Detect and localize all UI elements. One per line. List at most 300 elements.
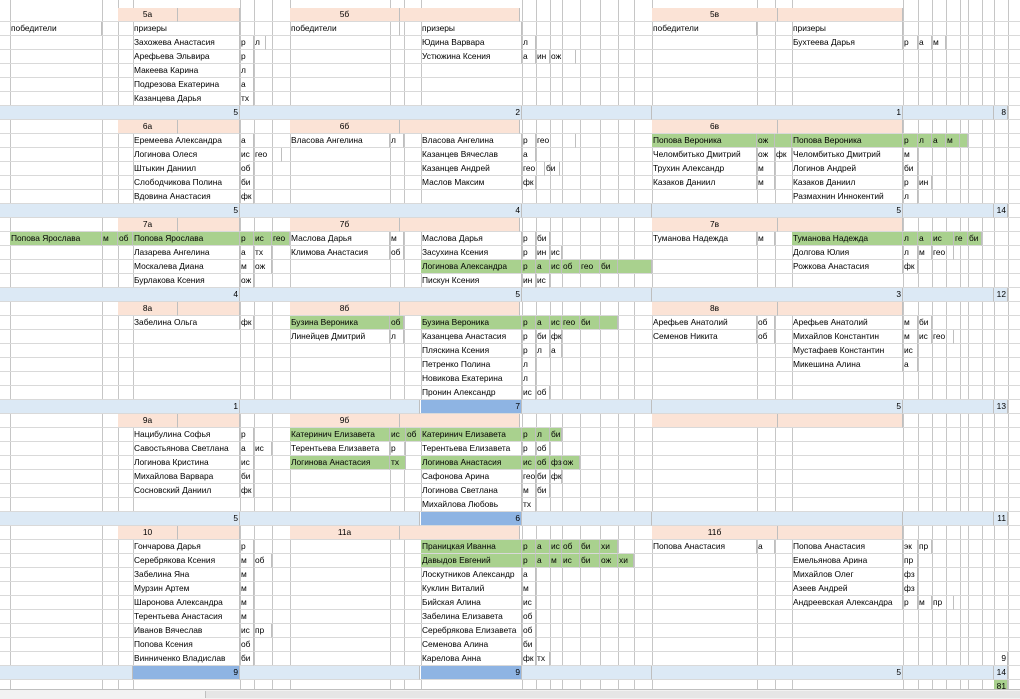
cell[interactable] bbox=[903, 190, 918, 204]
cell[interactable] bbox=[118, 120, 178, 134]
cell-empty[interactable] bbox=[903, 106, 994, 120]
cell[interactable] bbox=[133, 134, 240, 148]
cell[interactable] bbox=[522, 36, 536, 50]
cell[interactable] bbox=[792, 540, 903, 554]
cell[interactable] bbox=[133, 148, 240, 162]
cell-empty[interactable] bbox=[178, 218, 240, 232]
cell[interactable] bbox=[133, 442, 240, 456]
cell[interactable] bbox=[421, 666, 522, 680]
cell[interactable] bbox=[522, 232, 536, 246]
cell[interactable] bbox=[550, 554, 562, 568]
cell[interactable] bbox=[133, 666, 240, 680]
cell[interactable] bbox=[240, 92, 254, 106]
cell[interactable] bbox=[421, 456, 522, 470]
cell[interactable] bbox=[618, 554, 634, 568]
cell-empty[interactable] bbox=[903, 288, 994, 302]
cell[interactable] bbox=[133, 582, 240, 596]
cell[interactable] bbox=[102, 232, 118, 246]
cell[interactable] bbox=[792, 330, 903, 344]
cell[interactable] bbox=[522, 134, 536, 148]
cell[interactable] bbox=[290, 8, 400, 22]
cell[interactable] bbox=[550, 428, 562, 442]
cell[interactable] bbox=[118, 218, 178, 232]
cell[interactable] bbox=[903, 134, 918, 148]
cell[interactable] bbox=[918, 330, 932, 344]
cell[interactable] bbox=[421, 134, 522, 148]
cell-empty[interactable] bbox=[400, 120, 520, 134]
cell[interactable] bbox=[0, 106, 240, 120]
cell[interactable] bbox=[522, 624, 536, 638]
cell[interactable] bbox=[522, 344, 536, 358]
cell[interactable] bbox=[522, 246, 536, 260]
cell[interactable] bbox=[792, 36, 903, 50]
cell[interactable] bbox=[918, 596, 932, 610]
cell-empty[interactable] bbox=[903, 512, 994, 526]
cell[interactable] bbox=[932, 232, 954, 246]
cell[interactable] bbox=[118, 526, 178, 540]
cell[interactable] bbox=[903, 330, 918, 344]
cell[interactable] bbox=[522, 456, 536, 470]
cell[interactable] bbox=[240, 148, 254, 162]
cell[interactable] bbox=[522, 148, 536, 162]
cell[interactable] bbox=[580, 316, 600, 330]
cell[interactable] bbox=[522, 540, 536, 554]
cell[interactable] bbox=[536, 330, 550, 344]
cell[interactable] bbox=[421, 554, 522, 568]
cell[interactable] bbox=[290, 330, 390, 344]
cell[interactable] bbox=[932, 246, 954, 260]
cell[interactable] bbox=[240, 36, 254, 50]
cell[interactable] bbox=[133, 64, 240, 78]
cell[interactable] bbox=[290, 22, 400, 36]
cell[interactable] bbox=[421, 358, 522, 372]
cell[interactable] bbox=[522, 330, 536, 344]
cell[interactable] bbox=[133, 568, 240, 582]
cell[interactable] bbox=[290, 232, 390, 246]
cell[interactable] bbox=[240, 456, 254, 470]
cell[interactable] bbox=[757, 176, 775, 190]
cell[interactable] bbox=[994, 652, 1008, 666]
cell[interactable] bbox=[918, 232, 932, 246]
cell[interactable] bbox=[522, 372, 536, 386]
cell-empty[interactable] bbox=[778, 218, 903, 232]
cell[interactable] bbox=[421, 372, 522, 386]
cell[interactable] bbox=[290, 120, 400, 134]
cell[interactable] bbox=[792, 260, 903, 274]
cell[interactable] bbox=[757, 134, 775, 148]
cell[interactable] bbox=[421, 246, 522, 260]
cell[interactable] bbox=[421, 232, 522, 246]
cell[interactable] bbox=[652, 302, 778, 316]
cell[interactable] bbox=[254, 554, 272, 568]
cell[interactable] bbox=[290, 246, 390, 260]
cell[interactable] bbox=[240, 610, 254, 624]
cell[interactable] bbox=[240, 554, 254, 568]
cell[interactable] bbox=[918, 176, 932, 190]
cell[interactable] bbox=[421, 344, 522, 358]
cell[interactable] bbox=[133, 652, 240, 666]
cell[interactable] bbox=[240, 162, 254, 176]
cell[interactable] bbox=[240, 64, 254, 78]
cell-empty[interactable] bbox=[652, 414, 778, 428]
cell[interactable] bbox=[903, 596, 918, 610]
cell[interactable] bbox=[240, 78, 254, 92]
cell[interactable] bbox=[918, 246, 932, 260]
cell[interactable] bbox=[536, 316, 550, 330]
cell[interactable] bbox=[390, 232, 404, 246]
cell[interactable] bbox=[133, 316, 240, 330]
cell[interactable] bbox=[994, 106, 1008, 120]
cell[interactable] bbox=[0, 400, 240, 414]
cell[interactable] bbox=[903, 540, 918, 554]
cell-empty[interactable] bbox=[522, 512, 652, 526]
cell[interactable] bbox=[240, 442, 254, 456]
cell[interactable] bbox=[240, 638, 254, 652]
cell[interactable] bbox=[421, 498, 522, 512]
cell[interactable] bbox=[545, 162, 560, 176]
cell-empty[interactable] bbox=[778, 302, 903, 316]
cell[interactable] bbox=[133, 638, 240, 652]
cell[interactable] bbox=[903, 36, 918, 50]
cell[interactable] bbox=[133, 246, 240, 260]
cell[interactable] bbox=[652, 204, 903, 218]
cell[interactable] bbox=[968, 232, 982, 246]
cell[interactable] bbox=[536, 554, 550, 568]
cell[interactable] bbox=[133, 22, 240, 36]
cell[interactable] bbox=[522, 638, 536, 652]
cell[interactable] bbox=[522, 582, 536, 596]
cell[interactable] bbox=[0, 512, 240, 526]
cell-empty[interactable] bbox=[903, 666, 994, 680]
cell[interactable] bbox=[421, 36, 522, 50]
cell[interactable] bbox=[406, 428, 421, 442]
cell-empty[interactable] bbox=[240, 666, 420, 680]
cell[interactable] bbox=[652, 176, 757, 190]
cell[interactable] bbox=[290, 288, 522, 302]
cell-empty[interactable] bbox=[960, 134, 968, 148]
cell[interactable] bbox=[133, 162, 240, 176]
cell[interactable] bbox=[600, 260, 618, 274]
cell[interactable] bbox=[421, 50, 522, 64]
cell[interactable] bbox=[792, 176, 903, 190]
cell[interactable] bbox=[240, 246, 254, 260]
cell[interactable] bbox=[903, 316, 918, 330]
cell[interactable] bbox=[421, 442, 522, 456]
cell-empty[interactable] bbox=[178, 526, 240, 540]
cell[interactable] bbox=[903, 162, 918, 176]
cell[interactable] bbox=[240, 232, 254, 246]
cell[interactable] bbox=[254, 148, 282, 162]
cell[interactable] bbox=[652, 8, 778, 22]
cell[interactable] bbox=[290, 316, 390, 330]
cell[interactable] bbox=[133, 232, 240, 246]
cell[interactable] bbox=[254, 232, 272, 246]
cell-empty[interactable] bbox=[240, 400, 420, 414]
cell[interactable] bbox=[421, 624, 522, 638]
cell[interactable] bbox=[390, 330, 404, 344]
cell[interactable] bbox=[652, 148, 757, 162]
cell[interactable] bbox=[903, 344, 918, 358]
cell[interactable] bbox=[522, 358, 536, 372]
cell[interactable] bbox=[792, 22, 903, 36]
cell[interactable] bbox=[133, 624, 240, 638]
cell[interactable] bbox=[903, 232, 918, 246]
cell[interactable] bbox=[536, 134, 576, 148]
cell[interactable] bbox=[903, 582, 918, 596]
cell-empty[interactable] bbox=[400, 218, 520, 232]
cell[interactable] bbox=[652, 400, 903, 414]
cell[interactable] bbox=[133, 428, 240, 442]
cell[interactable] bbox=[562, 260, 580, 274]
cell[interactable] bbox=[421, 400, 522, 414]
cell[interactable] bbox=[0, 204, 240, 218]
cell[interactable] bbox=[536, 456, 550, 470]
cell-empty[interactable] bbox=[400, 526, 520, 540]
cell[interactable] bbox=[421, 22, 522, 36]
cell[interactable] bbox=[994, 204, 1008, 218]
cell[interactable] bbox=[240, 596, 254, 610]
cell[interactable] bbox=[903, 148, 918, 162]
cell[interactable] bbox=[390, 134, 404, 148]
cell[interactable] bbox=[550, 316, 562, 330]
cell[interactable] bbox=[421, 638, 522, 652]
cell[interactable] bbox=[903, 554, 918, 568]
cell[interactable] bbox=[133, 610, 240, 624]
cell[interactable] bbox=[946, 134, 960, 148]
cell[interactable] bbox=[421, 162, 522, 176]
cell[interactable] bbox=[522, 596, 536, 610]
cell[interactable] bbox=[994, 512, 1008, 526]
cell[interactable] bbox=[918, 316, 932, 330]
cell[interactable] bbox=[932, 330, 954, 344]
cell[interactable] bbox=[580, 260, 600, 274]
cell[interactable] bbox=[390, 316, 404, 330]
cell[interactable] bbox=[652, 316, 757, 330]
cell[interactable] bbox=[522, 386, 536, 400]
cell[interactable] bbox=[254, 442, 272, 456]
cell[interactable] bbox=[600, 540, 618, 554]
cell[interactable] bbox=[792, 596, 903, 610]
cell[interactable] bbox=[240, 624, 254, 638]
cell[interactable] bbox=[536, 50, 550, 64]
cell[interactable] bbox=[421, 330, 522, 344]
cell[interactable] bbox=[133, 470, 240, 484]
cell[interactable] bbox=[652, 162, 757, 176]
cell[interactable] bbox=[421, 148, 522, 162]
cell[interactable] bbox=[240, 260, 254, 274]
cell[interactable] bbox=[757, 330, 775, 344]
cell[interactable] bbox=[421, 428, 522, 442]
cell[interactable] bbox=[133, 260, 240, 274]
cell[interactable] bbox=[903, 176, 918, 190]
cell[interactable] bbox=[652, 120, 778, 134]
cell[interactable] bbox=[536, 260, 550, 274]
cell[interactable] bbox=[522, 484, 536, 498]
cell[interactable] bbox=[792, 316, 903, 330]
cell[interactable] bbox=[536, 344, 550, 358]
cell[interactable] bbox=[240, 274, 254, 288]
cell[interactable] bbox=[290, 106, 522, 120]
cell[interactable] bbox=[522, 260, 536, 274]
cell[interactable] bbox=[240, 652, 254, 666]
cell-empty[interactable] bbox=[240, 512, 420, 526]
cell[interactable] bbox=[792, 232, 903, 246]
cell[interactable] bbox=[792, 190, 903, 204]
cell[interactable] bbox=[918, 134, 932, 148]
cell[interactable] bbox=[240, 176, 254, 190]
cell[interactable] bbox=[421, 484, 522, 498]
cell[interactable] bbox=[10, 22, 102, 36]
cell[interactable] bbox=[600, 554, 618, 568]
cell[interactable] bbox=[536, 442, 550, 456]
cell-empty[interactable] bbox=[778, 414, 903, 428]
cell[interactable] bbox=[240, 50, 254, 64]
cell[interactable] bbox=[118, 8, 178, 22]
cell-empty[interactable] bbox=[522, 204, 652, 218]
cell[interactable] bbox=[994, 666, 1008, 680]
cell[interactable] bbox=[290, 526, 400, 540]
cell-empty[interactable] bbox=[400, 414, 520, 428]
cell[interactable] bbox=[757, 232, 775, 246]
cell[interactable] bbox=[932, 596, 954, 610]
cell[interactable] bbox=[652, 330, 757, 344]
cell[interactable] bbox=[390, 442, 406, 456]
cell[interactable] bbox=[562, 554, 580, 568]
cell[interactable] bbox=[550, 50, 576, 64]
cell-empty[interactable] bbox=[522, 666, 652, 680]
cell[interactable] bbox=[550, 246, 562, 260]
cell[interactable] bbox=[522, 274, 536, 288]
cell[interactable] bbox=[550, 540, 562, 554]
cell[interactable] bbox=[994, 400, 1008, 414]
cell[interactable] bbox=[421, 540, 522, 554]
cell[interactable] bbox=[118, 232, 133, 246]
cell[interactable] bbox=[133, 554, 240, 568]
cell[interactable] bbox=[536, 428, 550, 442]
cell[interactable] bbox=[757, 148, 775, 162]
cell[interactable] bbox=[240, 190, 254, 204]
cell[interactable] bbox=[133, 92, 240, 106]
cell[interactable] bbox=[290, 204, 522, 218]
cell[interactable] bbox=[522, 652, 536, 666]
cell[interactable] bbox=[522, 498, 536, 512]
cell[interactable] bbox=[421, 260, 522, 274]
cell[interactable] bbox=[133, 36, 240, 50]
cell[interactable] bbox=[918, 540, 932, 554]
cell[interactable] bbox=[652, 106, 903, 120]
cell[interactable] bbox=[536, 246, 550, 260]
cell[interactable] bbox=[792, 162, 903, 176]
scrollbar-thumb[interactable] bbox=[205, 691, 1020, 698]
cell[interactable] bbox=[792, 568, 903, 582]
cell-empty[interactable] bbox=[400, 302, 520, 316]
cell[interactable] bbox=[240, 316, 254, 330]
cell[interactable] bbox=[903, 568, 918, 582]
cell[interactable] bbox=[550, 344, 562, 358]
cell[interactable] bbox=[652, 666, 903, 680]
cell[interactable] bbox=[522, 554, 536, 568]
cell[interactable] bbox=[421, 596, 522, 610]
cell[interactable] bbox=[390, 246, 404, 260]
cell[interactable] bbox=[272, 232, 290, 246]
cell[interactable] bbox=[792, 148, 903, 162]
cell[interactable] bbox=[918, 36, 932, 50]
cell[interactable] bbox=[133, 50, 240, 64]
cell[interactable] bbox=[652, 526, 778, 540]
cell[interactable] bbox=[133, 78, 240, 92]
cell[interactable] bbox=[133, 176, 240, 190]
cell[interactable] bbox=[550, 330, 562, 344]
cell[interactable] bbox=[522, 316, 536, 330]
cell[interactable] bbox=[792, 358, 903, 372]
cell-empty[interactable] bbox=[778, 8, 903, 22]
cell[interactable] bbox=[421, 274, 522, 288]
cell[interactable] bbox=[536, 232, 550, 246]
cell-empty[interactable] bbox=[903, 204, 994, 218]
cell[interactable] bbox=[550, 260, 562, 274]
cell[interactable] bbox=[580, 540, 600, 554]
cell[interactable] bbox=[421, 176, 522, 190]
cell[interactable] bbox=[240, 134, 254, 148]
cell[interactable] bbox=[421, 512, 522, 526]
cell[interactable] bbox=[254, 260, 272, 274]
cell-empty[interactable] bbox=[400, 8, 520, 22]
cell[interactable] bbox=[290, 302, 400, 316]
cell[interactable] bbox=[536, 540, 550, 554]
cell[interactable] bbox=[932, 134, 946, 148]
cell[interactable] bbox=[550, 470, 562, 484]
cell[interactable] bbox=[652, 232, 757, 246]
cell[interactable] bbox=[290, 414, 400, 428]
cell-empty[interactable] bbox=[522, 106, 652, 120]
cell[interactable] bbox=[240, 428, 254, 442]
cell[interactable] bbox=[757, 316, 775, 330]
cell[interactable] bbox=[522, 162, 545, 176]
cell[interactable] bbox=[133, 484, 240, 498]
cell[interactable] bbox=[240, 568, 254, 582]
cell[interactable] bbox=[522, 176, 536, 190]
cell[interactable] bbox=[0, 288, 240, 302]
cell[interactable] bbox=[652, 22, 757, 36]
cell[interactable] bbox=[757, 162, 775, 176]
cell[interactable] bbox=[421, 316, 522, 330]
cell[interactable] bbox=[932, 36, 946, 50]
cell[interactable] bbox=[792, 344, 903, 358]
cell[interactable] bbox=[421, 470, 522, 484]
cell[interactable] bbox=[522, 428, 536, 442]
cell[interactable] bbox=[118, 414, 178, 428]
cell[interactable] bbox=[240, 540, 254, 554]
cell[interactable] bbox=[133, 456, 240, 470]
cell[interactable] bbox=[550, 456, 562, 470]
cell[interactable] bbox=[652, 540, 757, 554]
cell[interactable] bbox=[10, 232, 102, 246]
cell[interactable] bbox=[652, 134, 757, 148]
cell-empty[interactable] bbox=[652, 512, 903, 526]
cell-empty[interactable] bbox=[778, 526, 903, 540]
cell[interactable] bbox=[240, 484, 254, 498]
cell[interactable] bbox=[118, 302, 178, 316]
cell[interactable] bbox=[536, 470, 550, 484]
cell-empty[interactable] bbox=[178, 302, 240, 316]
cell-empty[interactable] bbox=[178, 120, 240, 134]
cell[interactable] bbox=[421, 582, 522, 596]
cell[interactable] bbox=[290, 456, 390, 470]
cell[interactable] bbox=[290, 134, 390, 148]
cell[interactable] bbox=[240, 470, 254, 484]
cell[interactable] bbox=[562, 540, 580, 554]
cell[interactable] bbox=[133, 540, 240, 554]
